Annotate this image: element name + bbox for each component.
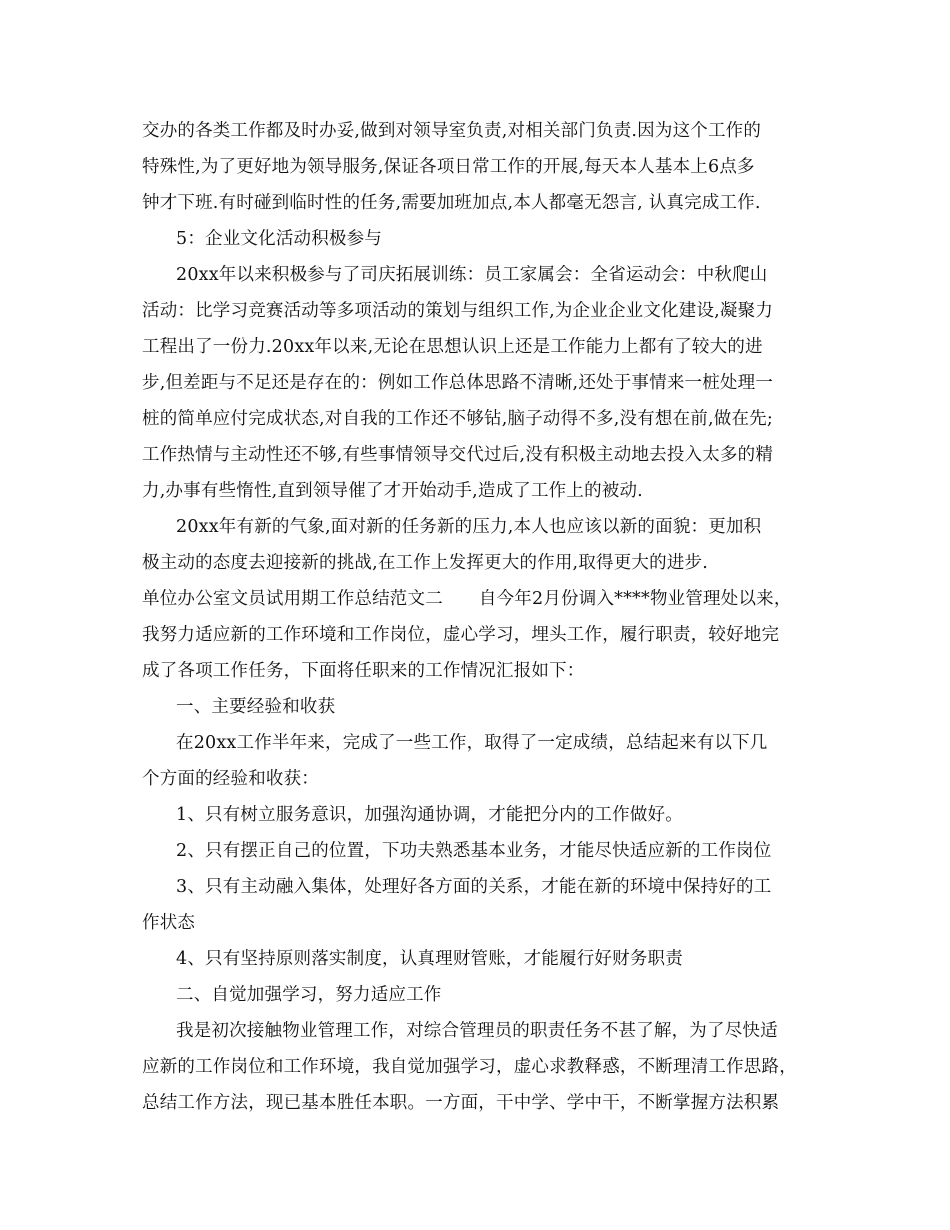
body-line: 力,办事有些惰性,直到领导催了才开始动手,造成了工作上的被动. bbox=[142, 481, 643, 501]
list-item: 2、只有摆正自己的位置，下功夫熟悉基本业务，才能尽快适应新的工作岗位 bbox=[176, 841, 772, 861]
body-line: 在20xx工作半年来，完成了一些工作，取得了一定成绩，总结起来有以下几 bbox=[176, 733, 768, 753]
body-line: 我努力适应新的工作环境和工作岗位，虚心学习，埋头工作，履行职责，较好地完 bbox=[142, 625, 780, 645]
document-title-line bbox=[142, 588, 792, 610]
body-line: 20xx年有新的气象,面对新的任务新的压力,本人也应该以新的面貌：更加积 bbox=[176, 517, 762, 537]
section-heading: 5：企业文化活动积极参与 bbox=[176, 229, 383, 249]
list-item: 4、只有坚持原则落实制度，认真理财管账，才能履行好财务职责 bbox=[176, 949, 683, 969]
body-line: 自今年2月份调入****物业管理处以来， bbox=[478, 589, 792, 609]
body-line: 活动：比学习竞赛活动等多项活动的策划与组织工作,为企业企业文化建设,凝聚力 bbox=[142, 301, 774, 321]
body-line: 成了各项工作任务，下面将任职来的工作情况汇报如下： bbox=[142, 661, 585, 681]
body-line: 应新的工作岗位和工作环境，我自觉加强学习，虚心求教释惑，不断理清工作思路， bbox=[142, 1057, 797, 1077]
body-line: 个方面的经验和收获： bbox=[142, 769, 319, 789]
body-line: 20xx年以来积极参与了司庆拓展训练：员工家属会：全省运动会：中秋爬山 bbox=[176, 265, 768, 285]
list-item: 作状态 bbox=[142, 913, 196, 933]
body-line: 我是初次接触物业管理工作，对综合管理员的职责任务不甚了解，为了尽快适 bbox=[176, 1021, 778, 1041]
body-line: 工作热情与主动性还不够,有些事情领导交代过后,没有积极主动地去投入太多的精 bbox=[142, 445, 774, 465]
body-line: 极主动的态度去迎接新的挑战,在工作上发挥更大的作用,取得更大的进步. bbox=[142, 553, 708, 573]
body-line: 工程出了一份力.20xx年以来,无论在思想认识上还是工作能力上都有了较大的进 bbox=[142, 337, 763, 357]
document-title: 单位办公室文员试用期工作总结范文二 bbox=[142, 589, 443, 609]
body-line: 步,但差距与不足还是存在的：例如工作总体思路不清晰,还处于事情来一桩处理一 bbox=[142, 373, 774, 393]
list-item: 1、只有树立服务意识，加强沟通协调，才能把分内的工作做好。 bbox=[176, 805, 683, 825]
section-heading: 二、自觉加强学习，努力适应工作 bbox=[176, 985, 442, 1005]
section-heading: 一、主要经验和收获 bbox=[176, 697, 336, 717]
list-item: 3、只有主动融入集体，处理好各方面的关系，才能在新的环境中保持好的工 bbox=[176, 877, 772, 897]
body-line: 钟才下班.有时碰到临时性的任务,需要加班加点,本人都毫无怨言, 认真完成工作. bbox=[142, 193, 761, 213]
body-line: 交办的各类工作都及时办妥,做到对领导室负责,对相关部门负责.因为这个工作的 bbox=[142, 121, 762, 141]
body-line: 桩的简单应付完成状态,对自我的工作还不够钻,脑子动得不多,没有想在前,做在先; bbox=[142, 409, 773, 429]
body-line: 总结工作方法，现已基本胜任本职。一方面，干中学、学中干，不断掌握方法积累 bbox=[142, 1093, 780, 1113]
body-line: 特殊性,为了更好地为领导服务,保证各项日常工作的开展,每天本人基本上6点多 bbox=[142, 157, 755, 177]
